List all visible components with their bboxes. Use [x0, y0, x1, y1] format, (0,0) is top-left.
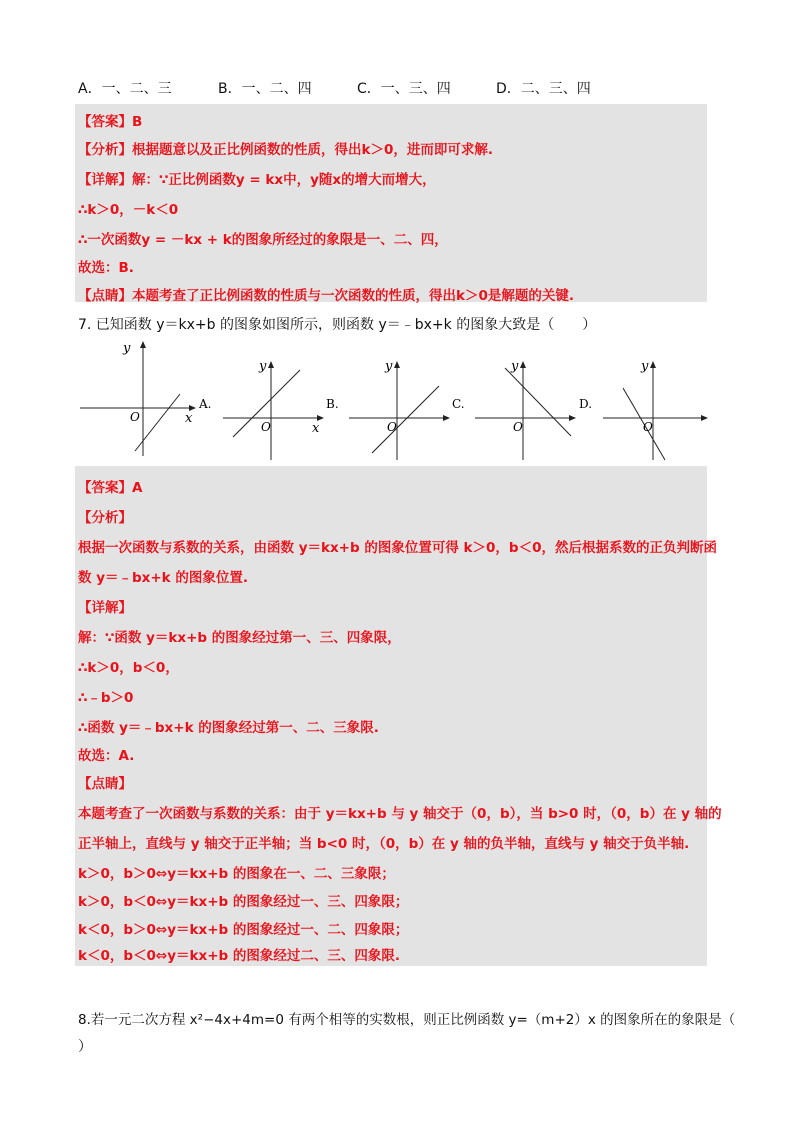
- q8-stem-line-1: 8.若一元二次方程 x²−4x+4m=0 有两个相等的实数根，则正比例函数 y=（m+2）x 的图象所在的象限是（: [78, 1012, 736, 1028]
- q7-graphs: [75, 336, 720, 462]
- q7-detail-title: 【详解】: [78, 600, 132, 616]
- option-a-origin-label: O: [261, 420, 271, 434]
- origin-label: O: [130, 410, 140, 424]
- q6-options: [78, 78, 718, 100]
- q6-answer: 【答案】B: [78, 114, 143, 130]
- q7-solution-box: [75, 466, 722, 966]
- q7-comment-3: k＞0，b＞0⇔y＝kx+b 的图象在一、二、三象限；: [78, 866, 395, 882]
- q7-detail-5: 故选：A.: [78, 748, 135, 764]
- q6-step-2: ∴一次函数y = －kx + k的图象所经过的象限是一、二、四，: [78, 232, 448, 248]
- option-a-label: A.: [199, 397, 212, 411]
- q7-comment-4: k＞0，b＜0⇔y＝kx+b 的图象经过一、三、四象限；: [78, 894, 409, 910]
- q8-stem-line-2: ）: [78, 1039, 92, 1055]
- q7-comment-1: 本题考查了一次函数与系数的关系：由于 y＝kx+b 与 y 轴交于（0，b），当 b>0 时，（0，b）在 y 轴的: [78, 806, 722, 822]
- q7-detail-2: ∴k＞0，b＜0，: [78, 660, 179, 676]
- q7-comment-6: k＜0，b＜0⇔y＝kx+b 的图象经过二、三、四象限.: [78, 948, 401, 964]
- option-d-label: D.: [579, 397, 593, 411]
- option-d-y-label: y: [641, 359, 649, 374]
- given-graph: [80, 341, 211, 456]
- q7-analysis-title: 【分析】: [78, 510, 132, 526]
- option-b-graph: [349, 359, 465, 460]
- q6-option-d: D．二、三、四: [496, 81, 591, 97]
- q7-analysis-line-2: 数 y＝﹣bx+k 的图象位置.: [78, 570, 248, 586]
- q7-analysis-line-1: 根据一次函数与系数的关系，由函数 y＝kx+b 的图象位置可得 k＞0，b＜0，然后根据系数的正负判断函: [78, 540, 717, 556]
- option-c-y-label: y: [511, 359, 519, 374]
- q7-comment-5: k＜0，b＞0⇔y＝kx+b 的图象经过一、二、四象限；: [78, 922, 409, 938]
- option-d-origin-label: O: [643, 420, 653, 434]
- option-d-graph: [603, 359, 707, 460]
- q7-detail-4: ∴函数 y＝﹣bx+k 的图象经过第一、二、三象限.: [78, 720, 379, 736]
- q6-analysis: 【分析】根据题意以及正比例函数的性质，得出k＞0，进而即可求解.: [78, 142, 493, 158]
- q7-comment-2: 正半轴上，直线与 y 轴交于正半轴；当 b<0 时，（0，b）在 y 轴的负半轴，直线与 y 轴交于负半轴.: [78, 836, 690, 852]
- q7-stem: 7. 已知函数 y＝kx+b 的图象如图所示，则函数 y＝﹣bx+k 的图象大致是（ ）: [78, 317, 597, 333]
- option-b-y-label: y: [385, 359, 393, 374]
- option-c-label: C.: [452, 397, 465, 411]
- q6-option-a: A．一、二、三: [78, 81, 172, 97]
- y-label: y: [123, 341, 131, 356]
- q7-comment-title: 【点睛】: [78, 776, 132, 792]
- option-b-label: B.: [326, 397, 339, 411]
- option-c-origin-label: O: [513, 420, 523, 434]
- option-b-origin-label: O: [387, 420, 397, 434]
- q6-choose: 故选：B.: [78, 260, 134, 276]
- q7-answer: 【答案】A: [78, 480, 143, 496]
- option-a-x-label: x: [312, 421, 320, 436]
- option-a-y-label: y: [259, 359, 267, 374]
- q6-comment: 【点睛】本题考查了正比例函数的性质与一次函数的性质，得出k＞0是解题的关键.: [78, 288, 574, 304]
- q6-solution-box: [75, 104, 707, 302]
- q7-detail-1: 解：∵函数 y＝kx+b 的图象经过第一、三、四象限，: [78, 630, 401, 646]
- q6-step-1: ∴k＞0，－k＜0: [78, 202, 179, 218]
- q6-detail: 【详解】解：∵正比例函数y = kx中，y随x的增大而增大，: [78, 172, 436, 188]
- q6-option-c: C．一、三、四: [357, 81, 451, 97]
- option-c-graph: [475, 359, 592, 460]
- option-a-graph: [223, 359, 339, 460]
- q6-option-b: B．一、二、四: [218, 81, 312, 97]
- x-label: x: [185, 411, 193, 426]
- q7-detail-3: ∴﹣b＞0: [78, 690, 134, 706]
- graph-line: [135, 394, 180, 451]
